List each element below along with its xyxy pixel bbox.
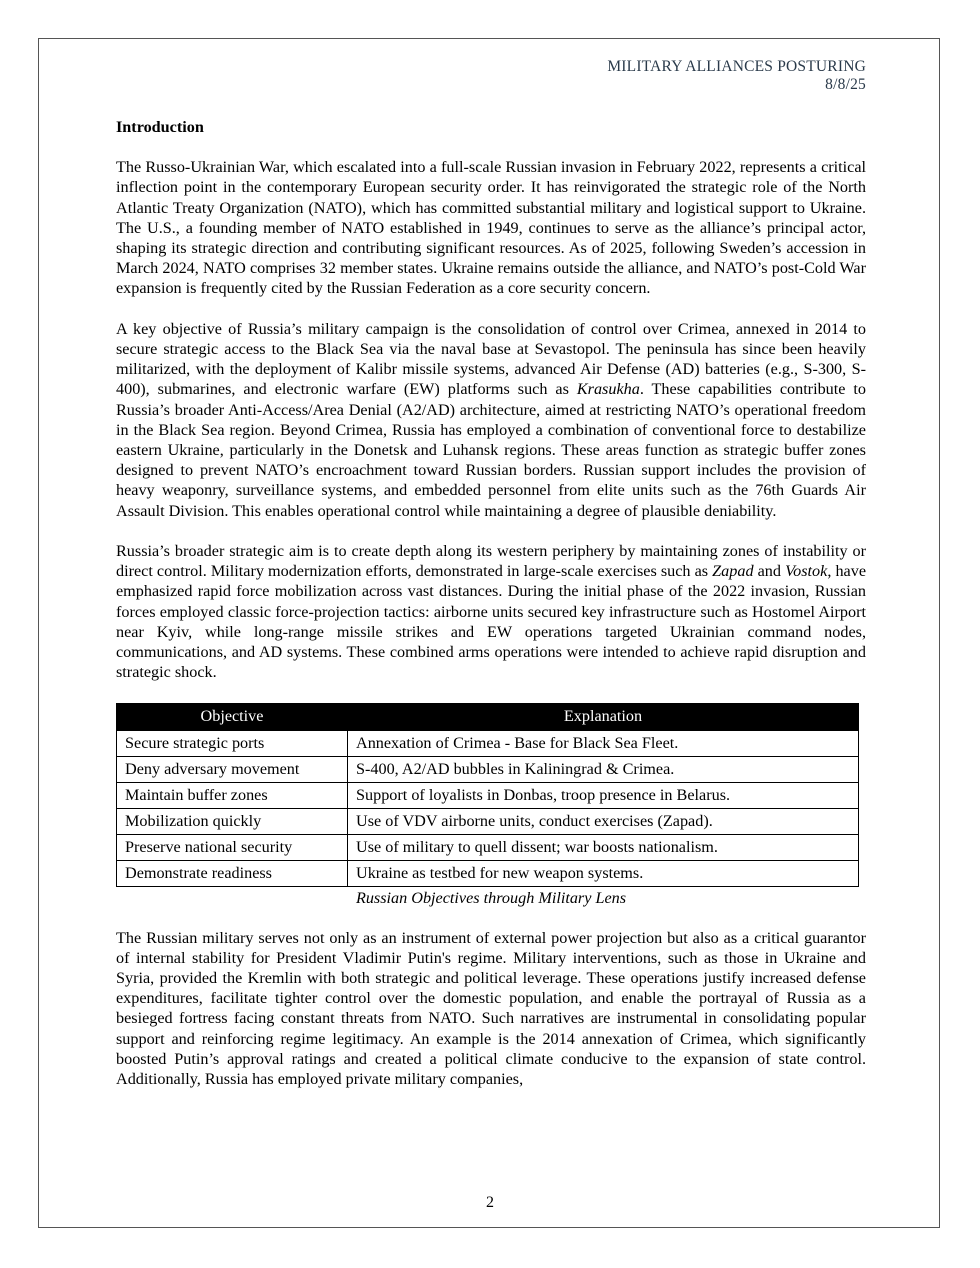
paragraph-3-italic-zapad: Zapad <box>712 562 754 581</box>
table-cell-explanation: S-400, A2/AD bubbles in Kaliningrad & Crimea. <box>348 756 859 782</box>
table-cell-explanation: Use of VDV airborne units, conduct exercises (Zapad). <box>348 808 859 834</box>
table-cell-explanation: Annexation of Crimea - Base for Black Sea Fleet. <box>348 730 859 756</box>
table-row <box>117 782 859 808</box>
table-cell-explanation: Ukraine as testbed for new weapon systems. <box>348 860 859 886</box>
table-header-objective: Objective <box>117 703 348 730</box>
table-caption: Russian Objectives through Military Lens <box>355 888 627 907</box>
page-number: 2 <box>486 1194 494 1211</box>
table-row <box>117 730 859 756</box>
paragraph-2 <box>116 319 866 521</box>
table-cell-explanation: Support of loyalists in Donbas, troop presence in Belarus. <box>348 782 859 808</box>
section-heading: Introduction <box>116 118 204 136</box>
table-cell-objective: Maintain buffer zones <box>117 782 348 808</box>
table-row <box>117 860 859 886</box>
table-row <box>117 756 859 782</box>
table-cell-objective: Secure strategic ports <box>117 730 348 756</box>
table-header-explanation: Explanation <box>348 703 859 730</box>
paragraph-2-text-b: . These capabilities contribute to Russia’s broader Anti-Access/Area Denial (A2/AD) architecture, aimed at restricting NATO’s operational freedom in the Black Sea region. Beyond Crimea, Russia has employed a combination of conventional force to destabilize eastern Ukraine, particularly in the Donetsk and Luhansk regions. These areas function as strategic buffer zones designed to prevent NATO’s encroachment toward Russian borders. Russian support includes the provision of heavy weaponry, surveillance systems, and embedded personnel from elite units such as the 76th Guards Air Assault Division. This enables operational control while maintaining a degree of plausible deniability. <box>116 380 866 520</box>
paragraph-3-italic-vostok: Vostok <box>785 562 828 581</box>
objectives-table <box>116 703 859 887</box>
running-header <box>607 58 866 94</box>
header-date: 8/8/25 <box>825 76 866 93</box>
table-cell-explanation: Use of military to quell dissent; war boosts nationalism. <box>348 834 859 860</box>
paragraph-3 <box>116 541 866 682</box>
table-cell-objective: Preserve national security <box>117 834 348 860</box>
table-header-row <box>117 703 859 730</box>
table-row <box>117 834 859 860</box>
table-cell-objective: Deny adversary movement <box>117 756 348 782</box>
document-body <box>116 117 866 1109</box>
paragraph-2-italic: Krasukha <box>576 380 640 399</box>
paragraph-3-text-a: Russia’s broader strategic aim is to create depth along its western periphery by maintaining zones of instability or direct control. Military modernization efforts, demonstrated in large-scale exercises such as <box>116 542 866 581</box>
paragraph-4: The Russian military serves not only as an instrument of external power projection but also as a critical guarantor of internal stability for President Vladimir Putin's regime. Military interventions, such as those in Ukraine and Syria, provided the Kremlin with both strategic and political leverage. These operations justify increased defense expenditures, facilitate tighter control over the domestic population, and enable the portrayal of Russia as a besieged fortress facing constant threats from NATO. Such narratives are instrumental in consolidating popular support and reinforcing regime legitimacy. An example is the 2014 annexation of Crimea, which significantly boosted Putin’s approval ratings and created a political climate conducive to the expansion of state control. Additionally, Russia has employed private military companies, <box>116 928 866 1089</box>
table-row <box>117 808 859 834</box>
paragraph-3-and: and <box>753 562 786 581</box>
paragraph-1: The Russo-Ukrainian War, which escalated into a full-scale Russian invasion in February 2022, represents a critical inflection point in the contemporary European security order. It has reinvigorated the strategic role of the North Atlantic Treaty Organization (NATO), which has committed substantial military and logistical support to Ukraine. The U.S., a founding member of NATO established in 1949, continues to serve as the alliance’s principal actor, shaping its strategic direction and contributing significant resources. As of 2025, following Sweden’s accession in March 2024, NATO comprises 32 member states. Ukraine remains outside the alliance, and NATO’s post-Cold War expansion is frequently cited by the Russian Federation as a core security concern. <box>116 158 866 298</box>
paragraph-3-text-b: , have emphasized rapid force mobilization across vast distances. During the initial phase of the 2022 invasion, Russian forces employed classic force-projection tactics: airborne units secured key infrastructure such as Hostomel Airport near Kyiv, while long-range missile strikes and EW operations targeted Ukrainian command nodes, communications, and AD systems. These combined arms operations were intended to achieve rapid disruption and strategic shock. <box>116 562 867 682</box>
table-cell-objective: Demonstrate readiness <box>117 860 348 886</box>
header-title: MILITARY ALLIANCES POSTURING <box>607 58 866 75</box>
paragraph-2-text-a: A key objective of Russia’s military campaign is the consolidation of control over Crimea, annexed in 2014 to secure strategic access to the Black Sea via the naval base at Sevastopol. The peninsula has since been heavily militarized, with the deployment of Kalibr missile systems, advanced Air Defense (AD) batteries (e.g., S-300, S-400), submarines, and electronic warfare (EW) platforms such as <box>116 319 866 399</box>
table-cell-objective: Mobilization quickly <box>117 808 348 834</box>
